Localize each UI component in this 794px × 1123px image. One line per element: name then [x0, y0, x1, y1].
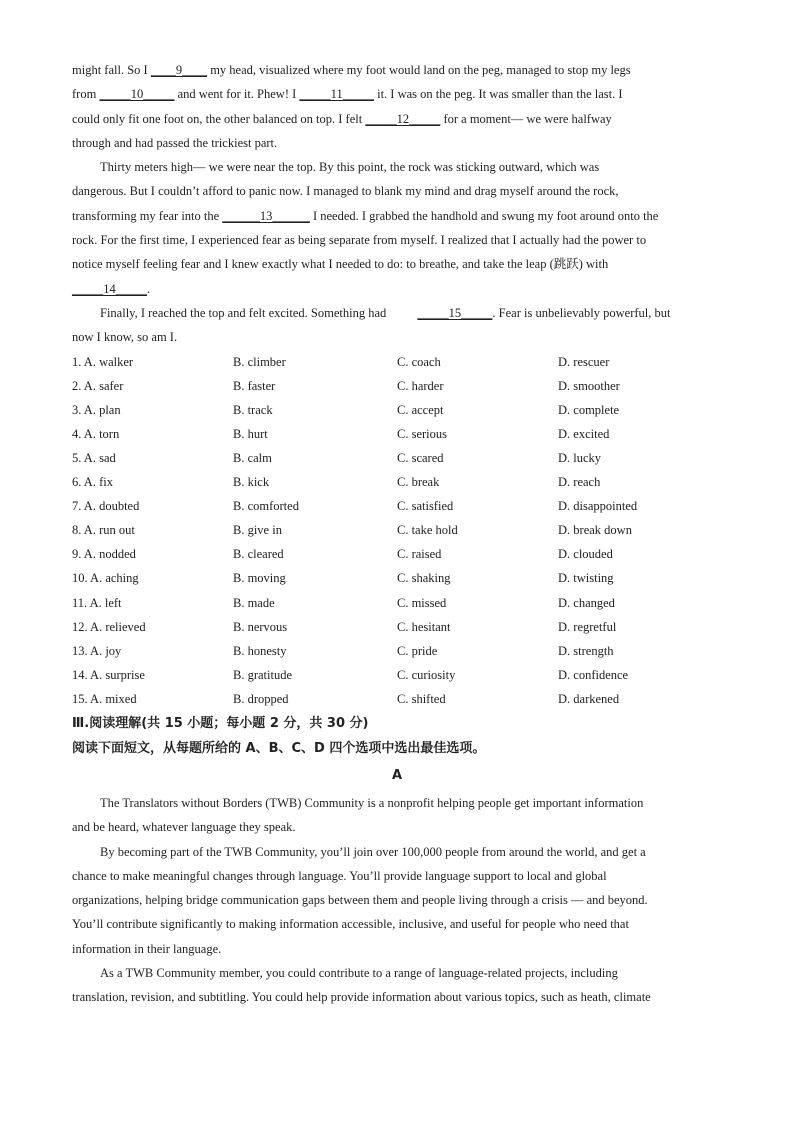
option-a: 5. A. sad — [72, 450, 116, 465]
option-d: D. changed — [558, 595, 615, 610]
cloze-line: transforming my fear into the ______13______ I needed. I grabbed the handhold and swung my foot around onto the — [72, 204, 722, 228]
section-heading: Ⅲ.阅读理解(共 15 小题；每小题 2 分，共 30 分) — [72, 715, 369, 731]
option-row — [72, 494, 722, 518]
option-b: B. faster — [233, 378, 276, 393]
option-row — [72, 542, 722, 566]
option-d: D. clouded — [558, 547, 613, 562]
option-row — [72, 518, 722, 542]
option-d: D. twisting — [558, 571, 614, 586]
option-row — [72, 446, 722, 470]
cloze-line: Finally, I reached the top and felt excited. Something had _____15_____. Fear is unbelievably powerful, but — [72, 301, 722, 325]
option-c: C. scared — [397, 450, 444, 465]
option-c: C. accept — [397, 402, 444, 417]
option-c: C. take hold — [397, 523, 458, 538]
option-b: B. climber — [233, 354, 286, 369]
option-c: C. missed — [397, 595, 447, 610]
option-b: B. dropped — [233, 691, 289, 706]
option-b: B. honesty — [233, 643, 287, 658]
option-a: 8. A. run out — [72, 523, 135, 538]
reading-line: As a TWB Community member, you could contribute to a range of language-related projects, including — [100, 966, 618, 981]
option-row — [72, 591, 722, 615]
option-b: B. kick — [233, 475, 270, 490]
reading-line: By becoming part of the TWB Community, you’ll join over 100,000 people from around the world, and get a — [100, 844, 646, 859]
option-b: B. calm — [233, 450, 272, 465]
blank-12: _____12_____ — [365, 111, 441, 126]
option-row — [72, 470, 722, 494]
option-a: 4. A. torn — [72, 426, 120, 441]
option-c: C. hesitant — [397, 619, 451, 634]
blank-14: _____14_____ — [72, 281, 147, 296]
option-b: B. track — [233, 402, 273, 417]
cloze-line: through and had passed the trickiest part. — [72, 135, 278, 150]
option-d: D. confidence — [558, 667, 629, 682]
option-d: D. excited — [558, 426, 610, 441]
option-c: C. curiosity — [397, 667, 456, 682]
section-instruction: 阅读下面短文，从每题所给的 A、B、C、D 四个选项中选出最佳选项。 — [72, 740, 486, 756]
option-d: D. rescuer — [558, 354, 610, 369]
option-row — [72, 398, 722, 422]
option-a: 3. A. plan — [72, 402, 121, 417]
option-a: 2. A. safer — [72, 378, 124, 393]
cloze-line: from _____10_____ and went for it. Phew! I _____11_____ it. I was on the peg. It was smaller than the last. I — [72, 82, 722, 106]
option-c: C. shaking — [397, 571, 451, 586]
option-row — [72, 374, 722, 398]
option-a: 10. A. aching — [72, 571, 139, 586]
cloze-line: Thirty meters high— we were near the top. By this point, the rock was sticking outward, which was — [100, 160, 600, 175]
option-row — [72, 615, 722, 639]
option-b: B. made — [233, 595, 275, 610]
reading-line: You’ll contribute significantly to making information accessible, inclusive, and useful for people who need that — [72, 917, 629, 932]
option-d: D. regretful — [558, 619, 617, 634]
option-d: D. darkened — [558, 691, 620, 706]
reading-line: translation, revision, and subtitling. You could help provide information about various topics, such as heath, climate — [72, 990, 651, 1005]
document-page — [72, 58, 722, 1010]
cloze-line: rock. For the first time, I experienced fear as being separate from myself. I realized that I actually had the power to — [72, 233, 647, 248]
option-c: C. pride — [397, 643, 438, 658]
cloze-line: could only fit one foot on, the other balanced on top. I felt _____12_____ for a moment— we were halfway — [72, 107, 722, 131]
reading-line: The Translators without Borders (TWB) Community is a nonprofit helping people get important information — [100, 795, 644, 810]
option-row — [72, 663, 722, 687]
blank-11: _____11_____ — [299, 87, 374, 102]
option-d: D. strength — [558, 643, 614, 658]
option-a: 9. A. nodded — [72, 547, 136, 562]
option-row — [72, 639, 722, 663]
option-row — [72, 350, 722, 374]
passage-title: A — [391, 767, 403, 783]
reading-line: organizations, helping bridge communication gaps between them and people living through a crisis — and beyond. — [72, 893, 648, 908]
option-a: 12. A. relieved — [72, 619, 146, 634]
option-c: C. raised — [397, 547, 442, 562]
option-d: D. reach — [558, 475, 601, 490]
reading-line: information in their language. — [72, 941, 222, 956]
cloze-passage — [72, 58, 722, 350]
option-d: D. break down — [558, 523, 632, 538]
option-c: C. serious — [397, 426, 447, 441]
option-b: B. gratitude — [233, 667, 293, 682]
option-a: 1. A. walker — [72, 354, 134, 369]
blank-10: _____10_____ — [99, 87, 175, 102]
option-row — [72, 422, 722, 446]
option-c: C. satisfied — [397, 499, 454, 514]
options-list — [72, 350, 722, 711]
option-a: 6. A. fix — [72, 475, 113, 490]
option-a: 14. A. surprise — [72, 667, 145, 682]
option-b: B. comforted — [233, 499, 299, 514]
option-a: 15. A. mixed — [72, 691, 137, 706]
blank-9: ____9____ — [150, 63, 208, 77]
option-d: D. complete — [558, 402, 620, 417]
option-b: B. hurt — [233, 426, 268, 441]
reading-passage — [72, 791, 722, 1010]
reading-line: and be heard, whatever language they speak. — [72, 820, 296, 835]
cloze-line: dangerous. But I couldn’t afford to panic now. I managed to blank my mind and drag myself around the rock, — [72, 184, 619, 199]
option-b: B. give in — [233, 523, 282, 538]
cloze-line: _____14_____. — [72, 277, 722, 301]
option-d: D. smoother — [558, 378, 620, 393]
option-b: B. nervous — [233, 619, 288, 634]
cloze-line: now I know, so am I. — [72, 330, 178, 345]
option-c: C. break — [397, 475, 440, 490]
option-a: 13. A. joy — [72, 643, 122, 658]
option-a: 7. A. doubted — [72, 499, 140, 514]
reading-line: chance to make meaningful changes through language. You’ll provide language support to local and global — [72, 868, 607, 883]
option-a: 11. A. left — [72, 595, 122, 610]
option-row — [72, 566, 722, 590]
option-c: C. coach — [397, 354, 441, 369]
option-c: C. shifted — [397, 691, 446, 706]
cloze-line: might fall. So I ____9____ my head, visualized where my foot would land on the peg, managed to stop my legs — [72, 58, 722, 82]
cloze-line: notice myself feeling fear and I knew exactly what I needed to do: to breathe, and take the leap (跳跃) with — [72, 257, 609, 272]
option-c: C. harder — [397, 378, 444, 393]
blank-15: _____15_____ — [417, 305, 493, 320]
option-d: D. lucky — [558, 450, 602, 465]
option-b: B. moving — [233, 571, 286, 586]
blank-13: ______13______ — [222, 208, 310, 223]
option-row — [72, 687, 722, 711]
option-d: D. disappointed — [558, 499, 638, 514]
option-b: B. cleared — [233, 547, 284, 562]
